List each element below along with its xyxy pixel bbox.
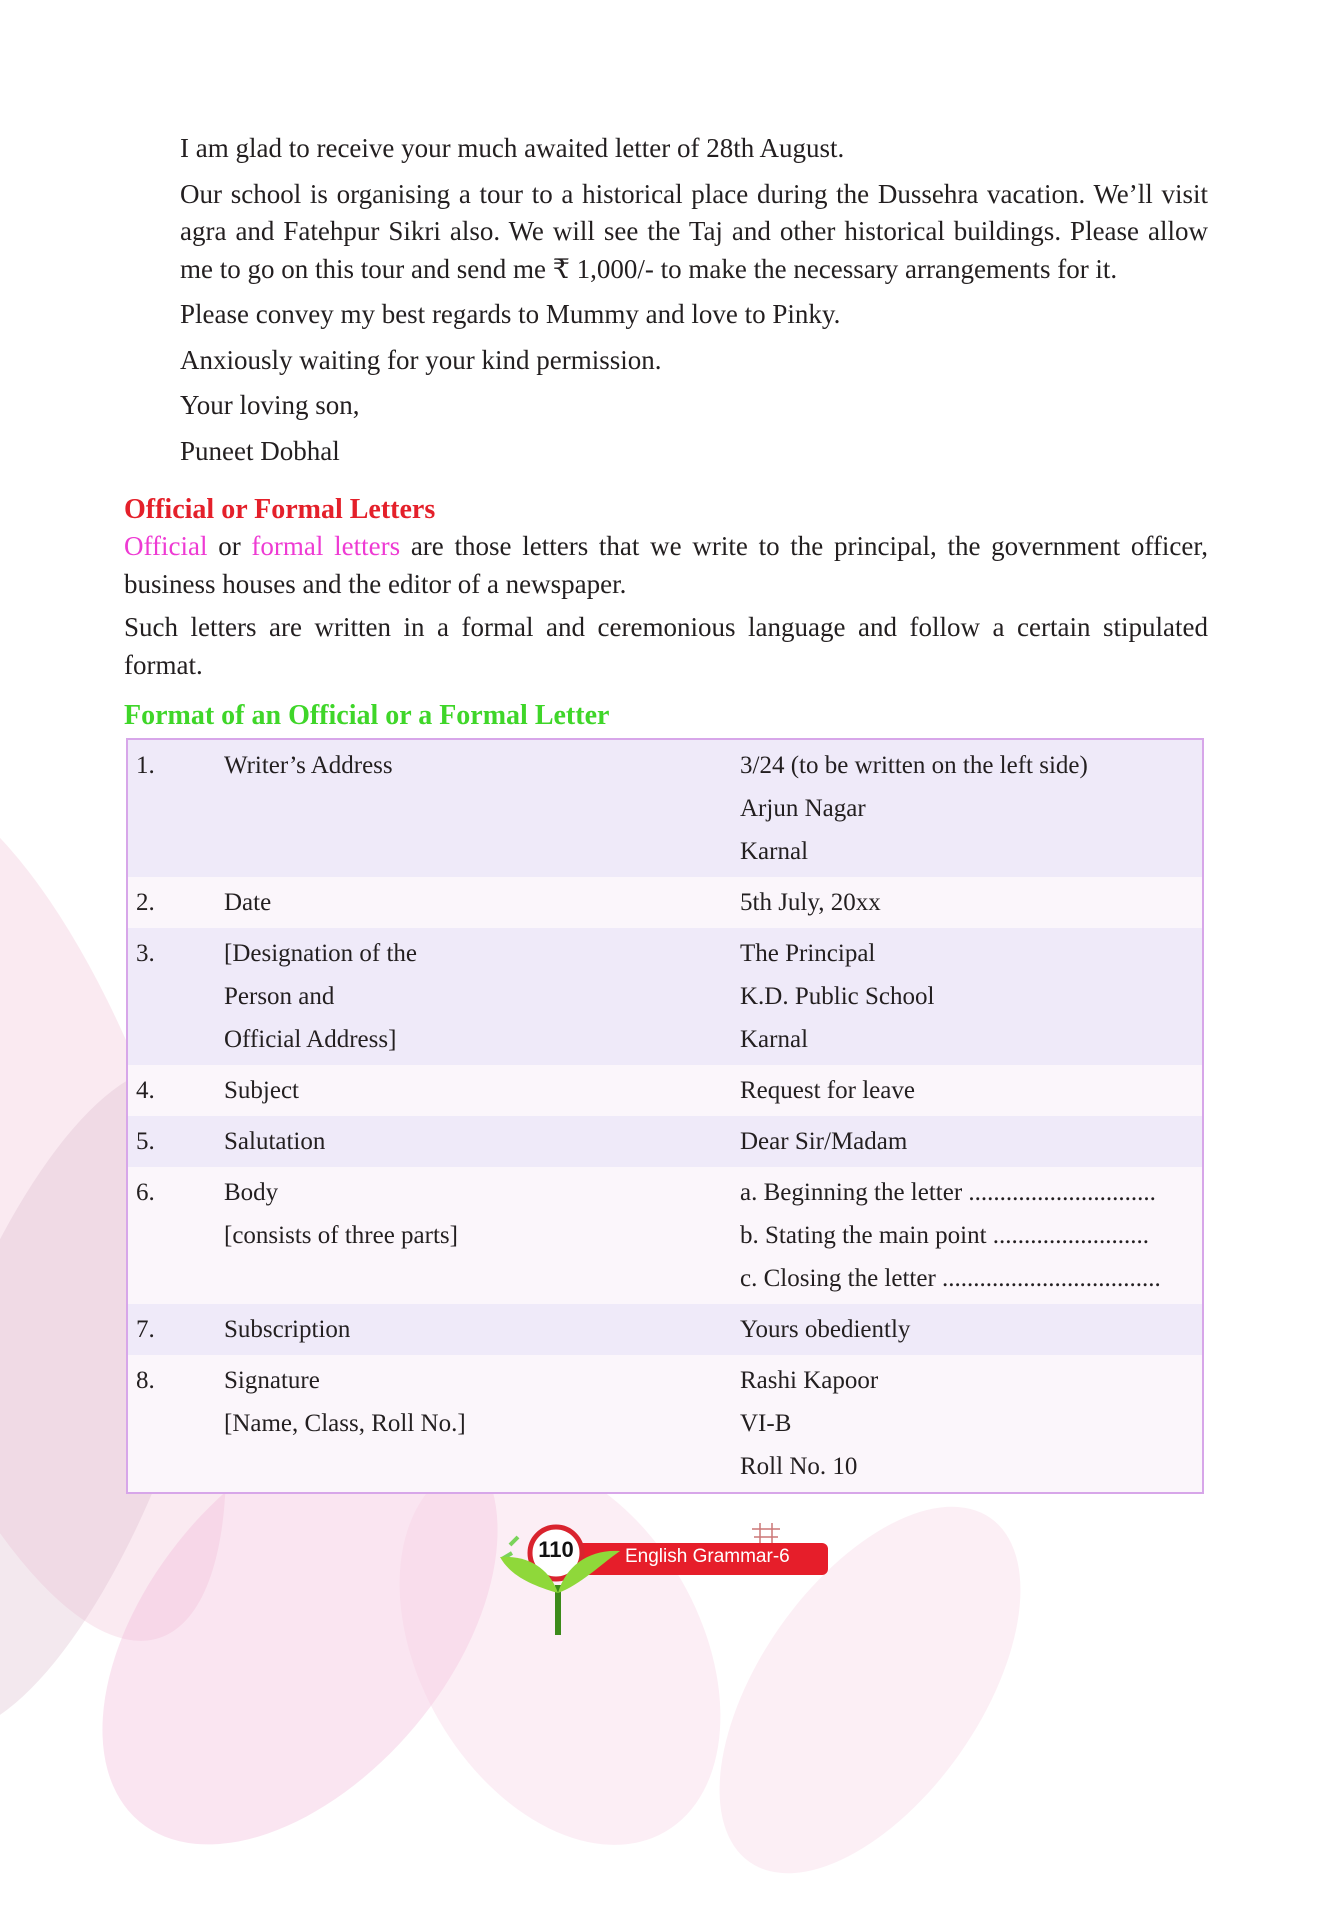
letter-signature: Puneet Dobhal — [180, 435, 340, 466]
row-value-line: Karnal — [740, 1026, 809, 1053]
letter-paragraph: Please convey my best regards to Mummy and love to Pinky. — [180, 299, 841, 329]
row-value — [732, 1304, 1203, 1355]
row-value-line: Request for leave — [740, 1077, 915, 1104]
book-title: English Grammar-6 — [625, 1546, 790, 1567]
row-value-line: VI-B — [740, 1410, 792, 1437]
row-value-line: b. Stating the main point ......................... — [740, 1222, 1150, 1249]
format-paragraph: Such letters are written in a formal and ceremonious language and follow a certain stipulated format. — [124, 612, 1208, 680]
row-number: 2. — [136, 889, 155, 916]
intro-or: or — [207, 531, 252, 561]
row-label-line: Person and — [224, 983, 335, 1010]
row-number: 4. — [136, 1077, 155, 1104]
row-value — [732, 1167, 1203, 1304]
row-number: 7. — [136, 1316, 155, 1343]
row-value-line: Yours obediently — [740, 1316, 911, 1343]
table-row — [127, 1065, 1203, 1116]
row-label — [216, 928, 732, 1065]
row-label — [216, 739, 732, 877]
row-label-line: Date — [224, 889, 272, 916]
term-formal-letters: formal letters — [251, 531, 401, 561]
intro-paragraph — [124, 528, 1208, 603]
row-number: 8. — [136, 1367, 155, 1394]
row-label-line: Signature — [224, 1367, 320, 1394]
page-footer — [490, 1515, 850, 1645]
row-value — [732, 1065, 1203, 1116]
letter-paragraph: Our school is organising a tour to a historical place during the Dussehra vacation. We’ll visit agra and Fatehpur Sikri also. We will see the Taj and other historical buildings. Please allow me to go on this tour and send me ₹ 1,000/- to make the necessary arrangements for it. — [180, 178, 1208, 284]
row-number: 3. — [136, 940, 155, 967]
format-heading: Format of an Official or a Formal Letter — [124, 700, 610, 731]
table-row — [127, 1167, 1203, 1304]
row-number: 5. — [136, 1128, 155, 1155]
row-value-line: 5th July, 20xx — [740, 889, 881, 916]
page-number: 110 — [538, 1537, 574, 1562]
row-label — [216, 1304, 732, 1355]
row-value — [732, 739, 1203, 877]
term-official: Official — [124, 531, 208, 561]
row-label — [216, 1065, 732, 1116]
table-row — [127, 1304, 1203, 1355]
row-value-line: 3/24 (to be written on the left side) — [740, 752, 1088, 779]
row-label-line: Official Address] — [224, 1026, 397, 1053]
row-value-line: Roll No. 10 — [740, 1453, 858, 1480]
row-value — [732, 1355, 1203, 1493]
row-label — [216, 1355, 732, 1493]
row-value-line: Arjun Nagar — [740, 795, 866, 822]
row-number: 6. — [136, 1179, 155, 1206]
row-label-line: Subject — [224, 1077, 299, 1104]
page-content — [124, 130, 1208, 1494]
row-label-line: [Designation of the — [224, 940, 418, 967]
letter-closing: Your loving son, — [180, 390, 360, 420]
row-value-line: Dear Sir/Madam — [740, 1128, 908, 1155]
letter-paragraph: I am glad to receive your much awaited letter of 28th August. — [180, 133, 845, 163]
row-label-line: [Name, Class, Roll No.] — [224, 1410, 466, 1437]
row-label-line: Body — [224, 1179, 279, 1206]
row-label — [216, 1116, 732, 1167]
row-label-line: [consists of three parts] — [224, 1222, 458, 1249]
row-value-line: The Principal — [740, 940, 876, 967]
table-row — [127, 739, 1203, 877]
row-value — [732, 1116, 1203, 1167]
section-heading: Official or Formal Letters — [124, 494, 436, 525]
row-value-line: K.D. Public School — [740, 983, 935, 1010]
row-value-line: Rashi Kapoor — [740, 1367, 879, 1394]
row-value-line: a. Beginning the letter .............................. — [740, 1179, 1156, 1206]
row-label — [216, 877, 732, 928]
format-table — [126, 738, 1204, 1494]
row-value-line: Karnal — [740, 838, 809, 865]
table-row — [127, 1355, 1203, 1493]
row-label-line: Subscription — [224, 1316, 351, 1343]
row-value-line: c. Closing the letter ................................... — [740, 1265, 1161, 1292]
letter-paragraph: Anxiously waiting for your kind permission. — [180, 344, 662, 375]
row-value — [732, 928, 1203, 1065]
row-number: 1. — [136, 752, 155, 779]
row-label — [216, 1167, 732, 1304]
table-row — [127, 928, 1203, 1065]
table-row — [127, 1116, 1203, 1167]
row-value — [732, 877, 1203, 928]
plant-logo-icon — [490, 1515, 850, 1645]
row-label-line: Writer’s Address — [224, 752, 393, 779]
intro-rest: are those letters that we write to the principal, the government officer, business houses and the editor of a newspaper. — [124, 531, 1208, 599]
table-row — [127, 877, 1203, 928]
row-label-line: Salutation — [224, 1128, 326, 1155]
